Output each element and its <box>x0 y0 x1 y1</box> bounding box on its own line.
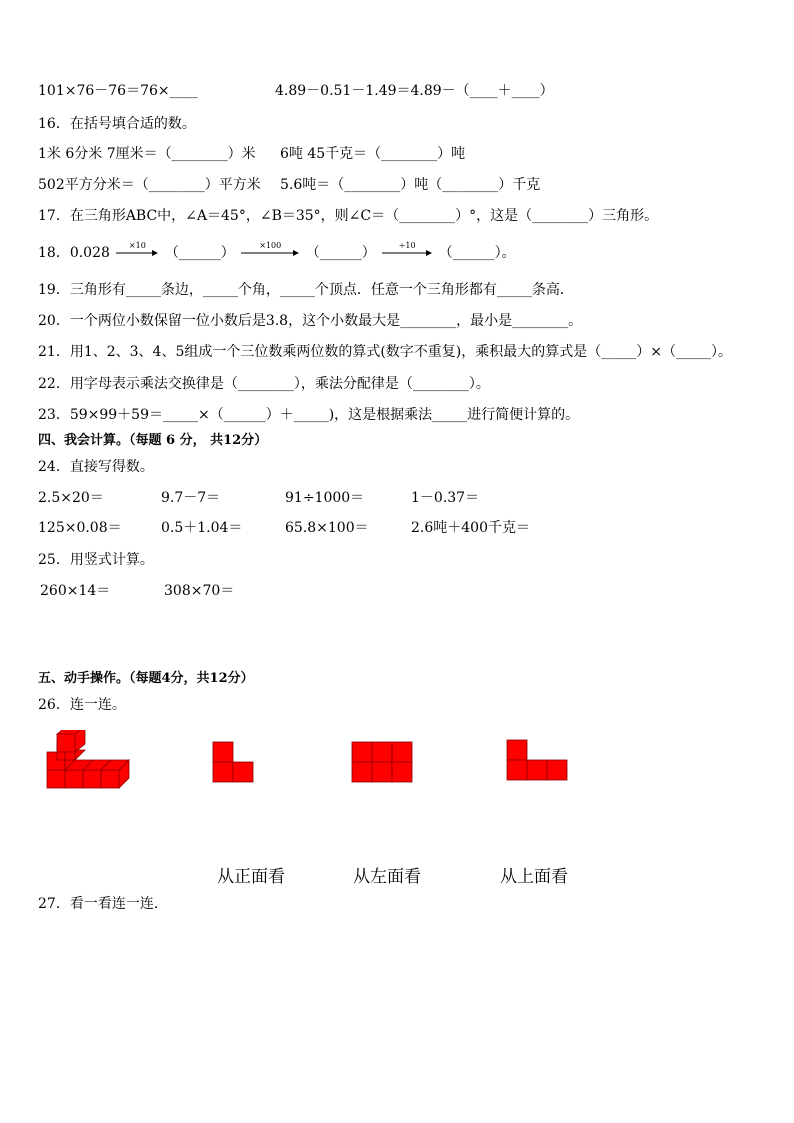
arrow-icon <box>382 241 432 258</box>
q24-r2-c1: 125×0.08＝ <box>38 520 122 536</box>
q25-a: 260×14＝ <box>40 583 111 599</box>
q15-left: 101×76－76＝76×____ <box>38 83 198 99</box>
q25-b: 308×70＝ <box>164 583 235 599</box>
q18 <box>38 241 516 262</box>
q18-blank1: （______） <box>164 245 235 261</box>
section5-title: 五、动手操作。（每题4分，共12分） <box>38 671 254 686</box>
q18-blank2: （______） <box>305 245 376 261</box>
q22: 22．用字母表示乘法交换律是（________），乘法分配律是（________）。 <box>38 376 490 392</box>
q18-op1: ×10 <box>128 241 146 250</box>
q23: 23．59×99＋59＝_____×（______）＋_____)，这是根据乘法_____进行简便计算的。 <box>38 407 580 423</box>
view-shape-c <box>506 739 570 783</box>
q25-title: 25．用竖式计算。 <box>38 552 154 568</box>
q24-r1-c2: 9.7－7＝ <box>161 490 221 506</box>
view-label-left: 从左面看 <box>353 867 421 887</box>
q16-c: 502平方分米＝（________）平方米 <box>38 177 261 193</box>
q26-title: 26．连一连。 <box>38 697 126 713</box>
q18-op3: ÷10 <box>398 241 416 250</box>
view-label-front: 从正面看 <box>217 867 285 887</box>
view-label-top: 从上面看 <box>500 867 568 887</box>
q18-op2: ×100 <box>259 241 282 250</box>
view-shape-b <box>351 741 415 785</box>
q24-r2-c4: 2.6吨＋400千克＝ <box>411 520 530 536</box>
arrow-icon <box>241 241 299 258</box>
q27-title: 27．看一看连一连. <box>38 896 159 912</box>
section4-title: 四、我会计算。（每题 6 分， 共12分） <box>38 433 268 448</box>
view-shape-a <box>212 741 256 785</box>
q18-start: 18．0.028 <box>38 245 110 261</box>
q21: 21．用1、2、3、4、5组成一个三位数乘两位数的算式(数字不重复)，乘积最大的算式是（_____）×（_____）。 <box>38 344 733 360</box>
q16-title: 16．在括号填合适的数。 <box>38 116 196 132</box>
q24-r2-c3: 65.8×100＝ <box>285 520 369 536</box>
q18-blank3: （______）。 <box>438 245 516 261</box>
q24-title: 24．直接写得数。 <box>38 459 154 475</box>
q19: 19．三角形有_____条边，_____个角，_____个顶点．任意一个三角形都有_____条高． <box>38 282 574 298</box>
q20: 20．一个两位小数保留一位小数后是3.8，这个小数最大是________，最小是________。 <box>38 313 583 329</box>
q16-a: 1米 6分米 7厘米＝（________）米 <box>38 146 256 162</box>
q17: 17．在三角形ABC中，∠A＝45°，∠B＝35°，则∠C＝（________）°，这是（________）三角形。 <box>38 208 659 224</box>
q15-right: 4.89－0.51－1.49＝4.89－（____＋____） <box>275 83 554 99</box>
q16-d: 5.6吨＝（________）吨（________）千克 <box>280 177 541 193</box>
q16-b: 6吨 45千克＝（________）吨 <box>280 146 466 162</box>
arrow-icon <box>116 241 158 258</box>
q24-r1-c1: 2.5×20＝ <box>38 490 104 506</box>
cube-stack-figure <box>45 730 135 792</box>
q24-r1-c3: 91÷1000＝ <box>285 490 365 506</box>
q24-r1-c4: 1－0.37＝ <box>411 490 480 506</box>
q24-r2-c2: 0.5＋1.04＝ <box>161 520 243 536</box>
